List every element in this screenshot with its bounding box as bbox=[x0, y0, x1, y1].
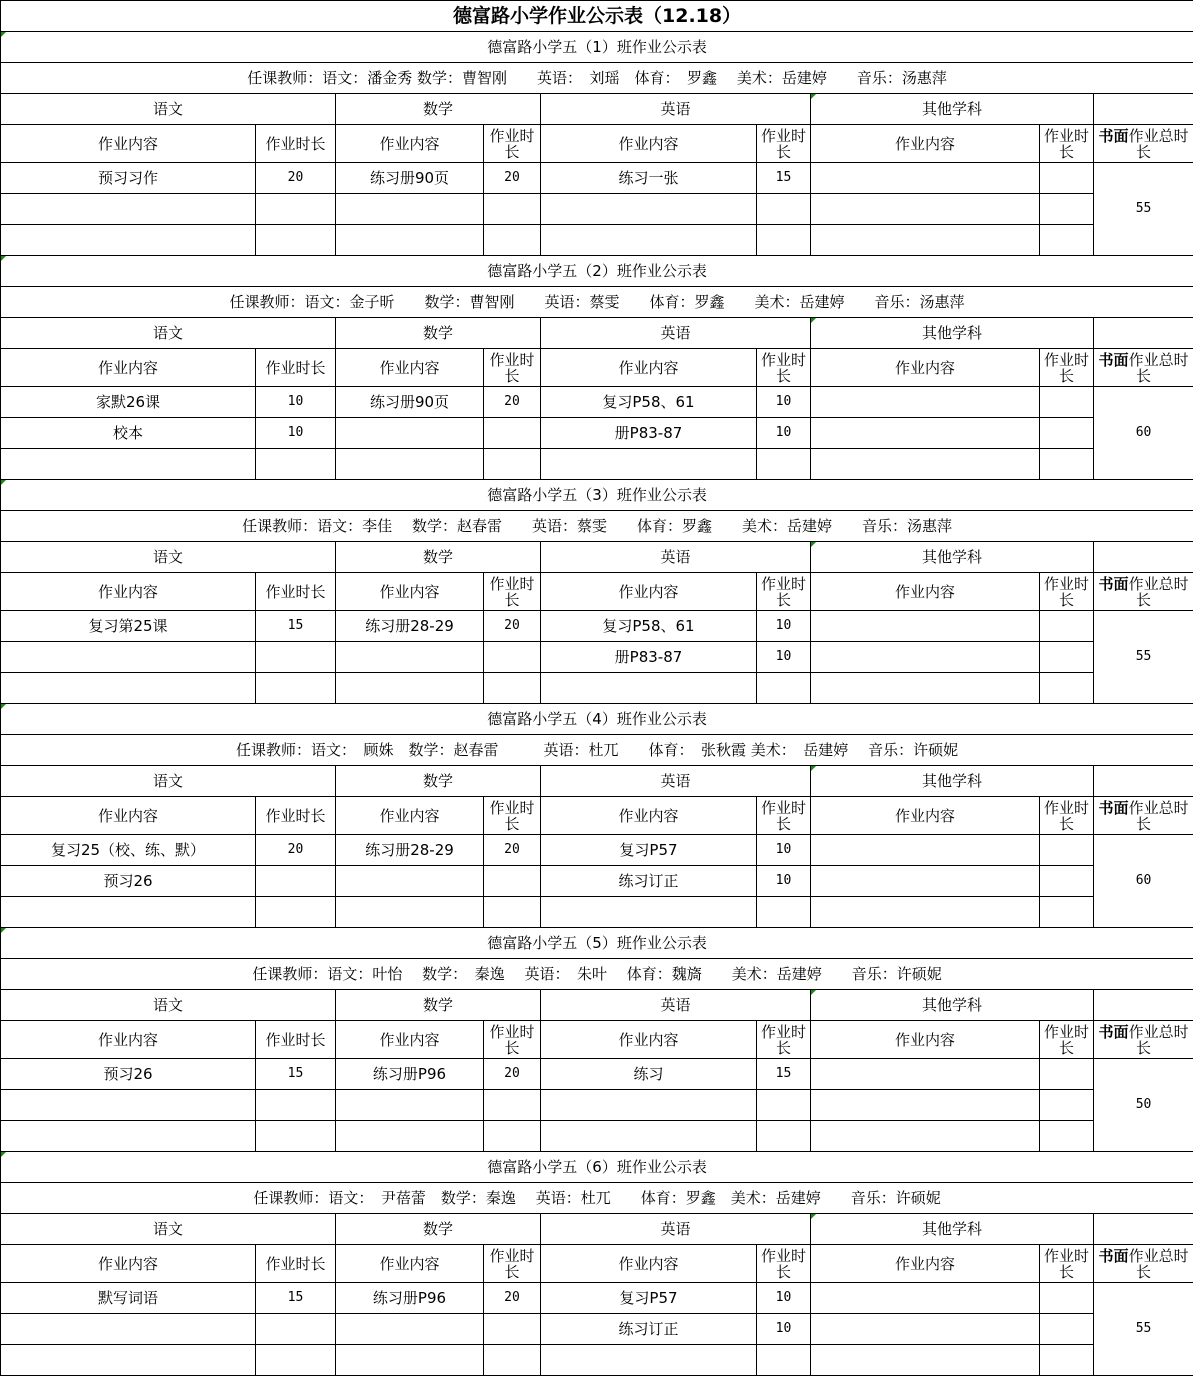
col-math-content: 作业内容 bbox=[336, 797, 484, 835]
subject-math: 数学 bbox=[336, 318, 541, 349]
col-other-duration: 作业时长 bbox=[1040, 125, 1094, 163]
cell-other-content bbox=[811, 642, 1040, 673]
cell-math-duration: 20 bbox=[484, 611, 541, 642]
cell-english-duration bbox=[757, 1345, 811, 1376]
cell-chinese-duration bbox=[256, 1345, 336, 1376]
subject-other: 其他学科 bbox=[811, 542, 1094, 573]
cell-chinese-duration bbox=[256, 642, 336, 673]
subject-math: 数学 bbox=[336, 94, 541, 125]
subject-blank bbox=[1094, 542, 1193, 573]
subject-chinese: 语文 bbox=[1, 990, 336, 1021]
col-chinese-duration: 作业时长 bbox=[256, 349, 336, 387]
total-label-rest: 作业总时长 bbox=[1128, 798, 1189, 833]
col-other-content: 作业内容 bbox=[811, 573, 1040, 611]
col-english-duration: 作业时长 bbox=[757, 1021, 811, 1059]
cell-other-content bbox=[811, 163, 1040, 194]
col-english-duration: 作业时长 bbox=[757, 797, 811, 835]
cell-english-content: 复习P57 bbox=[541, 1283, 757, 1314]
cell-math-duration bbox=[484, 449, 541, 480]
col-other-duration: 作业时长 bbox=[1040, 797, 1094, 835]
subject-other: 其他学科 bbox=[811, 766, 1094, 797]
cell-other-duration bbox=[1040, 449, 1094, 480]
class-title: 德富路小学五（4）班作业公示表 bbox=[1, 704, 1193, 735]
col-chinese-duration: 作业时长 bbox=[256, 1245, 336, 1283]
subject-english: 英语 bbox=[541, 318, 811, 349]
col-other-duration: 作业时长 bbox=[1040, 1021, 1094, 1059]
cell-other-duration bbox=[1040, 1059, 1094, 1090]
cell-english-duration bbox=[757, 194, 811, 225]
subject-chinese: 语文 bbox=[1, 94, 336, 125]
cell-other-content bbox=[811, 673, 1040, 704]
subject-math: 数学 bbox=[336, 1214, 541, 1245]
col-math-duration: 作业时长 bbox=[484, 1245, 541, 1283]
teacher-list: 任课教师：语文： 顾姝 数学：赵春雷 英语：杜兀 体育： 张秋霞 美术： 岳建婷 音乐：许硕妮 bbox=[1, 735, 1193, 766]
cell-math-content: 练习册28-29 bbox=[336, 835, 484, 866]
col-total-duration bbox=[1094, 797, 1193, 835]
subject-blank bbox=[1094, 94, 1193, 125]
cell-math-content bbox=[336, 866, 484, 897]
col-english-content: 作业内容 bbox=[541, 349, 757, 387]
total-duration-value: 55 bbox=[1094, 611, 1193, 704]
cell-math-content bbox=[336, 449, 484, 480]
cell-math-content bbox=[336, 1090, 484, 1121]
cell-chinese-duration bbox=[256, 194, 336, 225]
cell-english-duration: 10 bbox=[757, 611, 811, 642]
cell-chinese-content: 预习26 bbox=[1, 1059, 256, 1090]
col-chinese-duration: 作业时长 bbox=[256, 1021, 336, 1059]
cell-other-duration bbox=[1040, 1121, 1094, 1152]
cell-other-duration bbox=[1040, 418, 1094, 449]
col-chinese-content: 作业内容 bbox=[1, 1021, 256, 1059]
col-chinese-content: 作业内容 bbox=[1, 1245, 256, 1283]
cell-chinese-duration: 15 bbox=[256, 1059, 336, 1090]
cell-math-content bbox=[336, 418, 484, 449]
cell-english-content bbox=[541, 1345, 757, 1376]
cell-chinese-duration: 15 bbox=[256, 611, 336, 642]
cell-other-content bbox=[811, 1314, 1040, 1345]
col-other-content: 作业内容 bbox=[811, 349, 1040, 387]
cell-math-duration: 20 bbox=[484, 163, 541, 194]
cell-chinese-duration bbox=[256, 1314, 336, 1345]
cell-english-content: 练习订正 bbox=[541, 866, 757, 897]
col-total-duration bbox=[1094, 349, 1193, 387]
subject-english: 英语 bbox=[541, 990, 811, 1021]
total-label-rest: 作业总时长 bbox=[1128, 126, 1189, 161]
subject-other: 其他学科 bbox=[811, 990, 1094, 1021]
subject-chinese: 语文 bbox=[1, 318, 336, 349]
cell-other-duration bbox=[1040, 1090, 1094, 1121]
cell-english-duration bbox=[757, 449, 811, 480]
cell-chinese-content bbox=[1, 449, 256, 480]
cell-math-duration bbox=[484, 1090, 541, 1121]
cell-chinese-duration: 20 bbox=[256, 835, 336, 866]
cell-chinese-duration bbox=[256, 1090, 336, 1121]
cell-math-content bbox=[336, 1121, 484, 1152]
cell-chinese-duration bbox=[256, 225, 336, 256]
col-chinese-content: 作业内容 bbox=[1, 349, 256, 387]
cell-english-duration: 10 bbox=[757, 866, 811, 897]
cell-chinese-content bbox=[1, 1090, 256, 1121]
subject-english: 英语 bbox=[541, 1214, 811, 1245]
cell-other-content bbox=[811, 1345, 1040, 1376]
cell-chinese-content bbox=[1, 225, 256, 256]
col-english-content: 作业内容 bbox=[541, 573, 757, 611]
cell-math-content bbox=[336, 194, 484, 225]
cell-english-content: 册P83-87 bbox=[541, 642, 757, 673]
cell-english-duration bbox=[757, 673, 811, 704]
cell-english-content bbox=[541, 897, 757, 928]
cell-math-content bbox=[336, 897, 484, 928]
col-other-duration: 作业时长 bbox=[1040, 349, 1094, 387]
cell-english-content bbox=[541, 449, 757, 480]
total-label-rest: 作业总时长 bbox=[1128, 1246, 1189, 1281]
cell-english-content: 复习P57 bbox=[541, 835, 757, 866]
col-total-duration bbox=[1094, 125, 1193, 163]
cell-english-duration bbox=[757, 1121, 811, 1152]
col-math-content: 作业内容 bbox=[336, 125, 484, 163]
cell-math-duration bbox=[484, 897, 541, 928]
cell-math-content bbox=[336, 642, 484, 673]
cell-english-content bbox=[541, 1121, 757, 1152]
cell-chinese-content: 校本 bbox=[1, 418, 256, 449]
cell-english-content: 练习订正 bbox=[541, 1314, 757, 1345]
class-title: 德富路小学五（6）班作业公示表 bbox=[1, 1152, 1193, 1183]
col-math-duration: 作业时长 bbox=[484, 573, 541, 611]
cell-math-duration bbox=[484, 1345, 541, 1376]
subject-blank bbox=[1094, 766, 1193, 797]
cell-english-content bbox=[541, 194, 757, 225]
col-total-duration bbox=[1094, 1245, 1193, 1283]
subject-english: 英语 bbox=[541, 766, 811, 797]
col-math-duration: 作业时长 bbox=[484, 349, 541, 387]
cell-english-duration: 10 bbox=[757, 1283, 811, 1314]
col-chinese-duration: 作业时长 bbox=[256, 125, 336, 163]
cell-math-content: 练习册90页 bbox=[336, 387, 484, 418]
cell-other-duration bbox=[1040, 387, 1094, 418]
cell-other-content bbox=[811, 611, 1040, 642]
teacher-list: 任课教师：语文：叶怡 数学： 秦逸 英语： 朱叶 体育：魏旖 美术：岳建婷 音乐：许硕妮 bbox=[1, 959, 1193, 990]
cell-other-content bbox=[811, 1283, 1040, 1314]
col-english-duration: 作业时长 bbox=[757, 1245, 811, 1283]
cell-english-duration: 10 bbox=[757, 1314, 811, 1345]
cell-other-content bbox=[811, 1059, 1040, 1090]
cell-math-duration: 20 bbox=[484, 387, 541, 418]
col-other-content: 作业内容 bbox=[811, 125, 1040, 163]
cell-chinese-content: 预习习作 bbox=[1, 163, 256, 194]
cell-other-duration bbox=[1040, 194, 1094, 225]
cell-math-content: 练习册P96 bbox=[336, 1059, 484, 1090]
cell-english-duration bbox=[757, 897, 811, 928]
col-other-duration: 作业时长 bbox=[1040, 573, 1094, 611]
cell-english-duration: 10 bbox=[757, 387, 811, 418]
cell-other-duration bbox=[1040, 897, 1094, 928]
cell-other-duration bbox=[1040, 866, 1094, 897]
cell-other-duration bbox=[1040, 1314, 1094, 1345]
total-duration-value: 50 bbox=[1094, 1059, 1193, 1152]
cell-other-duration bbox=[1040, 163, 1094, 194]
cell-other-duration bbox=[1040, 1283, 1094, 1314]
col-other-content: 作业内容 bbox=[811, 1021, 1040, 1059]
subject-math: 数学 bbox=[336, 990, 541, 1021]
col-chinese-duration: 作业时长 bbox=[256, 797, 336, 835]
cell-chinese-content bbox=[1, 897, 256, 928]
cell-other-duration bbox=[1040, 225, 1094, 256]
col-math-duration: 作业时长 bbox=[484, 1021, 541, 1059]
cell-chinese-content: 家默26课 bbox=[1, 387, 256, 418]
cell-math-duration bbox=[484, 866, 541, 897]
cell-chinese-duration: 10 bbox=[256, 387, 336, 418]
cell-english-content bbox=[541, 673, 757, 704]
subject-blank bbox=[1094, 990, 1193, 1021]
cell-chinese-content: 复习25（校、练、默） bbox=[1, 835, 256, 866]
col-math-duration: 作业时长 bbox=[484, 797, 541, 835]
cell-english-duration bbox=[757, 1090, 811, 1121]
cell-math-content bbox=[336, 673, 484, 704]
cell-english-duration: 10 bbox=[757, 418, 811, 449]
cell-other-content bbox=[811, 835, 1040, 866]
cell-chinese-content: 复习第25课 bbox=[1, 611, 256, 642]
total-label-bold: 书面 bbox=[1098, 1022, 1129, 1041]
subject-other: 其他学科 bbox=[811, 1214, 1094, 1245]
col-english-content: 作业内容 bbox=[541, 797, 757, 835]
col-english-content: 作业内容 bbox=[541, 125, 757, 163]
class-title: 德富路小学五（2）班作业公示表 bbox=[1, 256, 1193, 287]
cell-chinese-duration: 10 bbox=[256, 418, 336, 449]
subject-blank bbox=[1094, 318, 1193, 349]
cell-math-duration bbox=[484, 642, 541, 673]
cell-math-content bbox=[336, 225, 484, 256]
col-english-content: 作业内容 bbox=[541, 1245, 757, 1283]
col-other-content: 作业内容 bbox=[811, 1245, 1040, 1283]
cell-english-content: 练习 bbox=[541, 1059, 757, 1090]
col-total-duration bbox=[1094, 1021, 1193, 1059]
cell-other-content bbox=[811, 387, 1040, 418]
cell-chinese-content: 预习26 bbox=[1, 866, 256, 897]
cell-math-duration bbox=[484, 194, 541, 225]
cell-math-duration bbox=[484, 673, 541, 704]
cell-chinese-duration: 15 bbox=[256, 1283, 336, 1314]
cell-math-content: 练习册90页 bbox=[336, 163, 484, 194]
subject-other: 其他学科 bbox=[811, 94, 1094, 125]
total-label-rest: 作业总时长 bbox=[1128, 1022, 1189, 1057]
col-other-content: 作业内容 bbox=[811, 797, 1040, 835]
subject-other: 其他学科 bbox=[811, 318, 1094, 349]
subject-english: 英语 bbox=[541, 542, 811, 573]
total-duration-value: 60 bbox=[1094, 835, 1193, 928]
cell-other-content bbox=[811, 449, 1040, 480]
col-chinese-duration: 作业时长 bbox=[256, 573, 336, 611]
total-label-bold: 书面 bbox=[1098, 798, 1129, 817]
cell-other-content bbox=[811, 1090, 1040, 1121]
col-chinese-content: 作业内容 bbox=[1, 125, 256, 163]
total-label-bold: 书面 bbox=[1098, 574, 1129, 593]
cell-math-content bbox=[336, 1345, 484, 1376]
col-chinese-content: 作业内容 bbox=[1, 573, 256, 611]
total-label-bold: 书面 bbox=[1098, 1246, 1129, 1265]
cell-other-content bbox=[811, 194, 1040, 225]
page-title: 德富路小学作业公示表（12.18） bbox=[1, 1, 1193, 32]
col-math-duration: 作业时长 bbox=[484, 125, 541, 163]
cell-english-content: 复习P58、61 bbox=[541, 611, 757, 642]
cell-chinese-content bbox=[1, 642, 256, 673]
class-title: 德富路小学五（3）班作业公示表 bbox=[1, 480, 1193, 511]
cell-chinese-duration bbox=[256, 897, 336, 928]
cell-other-duration bbox=[1040, 835, 1094, 866]
col-english-content: 作业内容 bbox=[541, 1021, 757, 1059]
col-english-duration: 作业时长 bbox=[757, 125, 811, 163]
cell-english-content bbox=[541, 225, 757, 256]
cell-chinese-duration bbox=[256, 866, 336, 897]
cell-english-duration: 10 bbox=[757, 835, 811, 866]
cell-other-content bbox=[811, 897, 1040, 928]
cell-math-duration: 20 bbox=[484, 1283, 541, 1314]
cell-chinese-duration: 20 bbox=[256, 163, 336, 194]
col-english-duration: 作业时长 bbox=[757, 573, 811, 611]
cell-other-duration bbox=[1040, 611, 1094, 642]
cell-chinese-content bbox=[1, 1345, 256, 1376]
col-math-content: 作业内容 bbox=[336, 1021, 484, 1059]
cell-chinese-duration bbox=[256, 673, 336, 704]
cell-english-duration: 10 bbox=[757, 642, 811, 673]
cell-math-duration bbox=[484, 418, 541, 449]
cell-other-content bbox=[811, 1121, 1040, 1152]
cell-other-content bbox=[811, 418, 1040, 449]
cell-math-duration: 20 bbox=[484, 835, 541, 866]
subject-chinese: 语文 bbox=[1, 542, 336, 573]
col-english-duration: 作业时长 bbox=[757, 349, 811, 387]
cell-english-content: 复习P58、61 bbox=[541, 387, 757, 418]
col-other-duration: 作业时长 bbox=[1040, 1245, 1094, 1283]
total-duration-value: 55 bbox=[1094, 163, 1193, 256]
subject-blank bbox=[1094, 1214, 1193, 1245]
cell-english-duration: 15 bbox=[757, 1059, 811, 1090]
class-title: 德富路小学五（5）班作业公示表 bbox=[1, 928, 1193, 959]
cell-other-duration bbox=[1040, 673, 1094, 704]
cell-chinese-content: 默写词语 bbox=[1, 1283, 256, 1314]
teacher-list: 任课教师：语文：潘金秀 数学：曹智刚 英语： 刘瑶 体育： 罗鑫 美术：岳建婷 音乐：汤惠萍 bbox=[1, 63, 1193, 94]
cell-other-duration bbox=[1040, 1345, 1094, 1376]
subject-chinese: 语文 bbox=[1, 766, 336, 797]
teacher-list: 任课教师：语文：李佳 数学：赵春雷 英语：蔡雯 体育：罗鑫 美术：岳建婷 音乐：汤惠萍 bbox=[1, 511, 1193, 542]
cell-math-duration bbox=[484, 1314, 541, 1345]
col-math-content: 作业内容 bbox=[336, 349, 484, 387]
total-duration-value: 60 bbox=[1094, 387, 1193, 480]
cell-chinese-duration bbox=[256, 1121, 336, 1152]
total-label-rest: 作业总时长 bbox=[1128, 350, 1189, 385]
cell-math-duration bbox=[484, 1121, 541, 1152]
col-chinese-content: 作业内容 bbox=[1, 797, 256, 835]
cell-math-content: 练习册28-29 bbox=[336, 611, 484, 642]
cell-english-content: 册P83-87 bbox=[541, 418, 757, 449]
cell-chinese-content bbox=[1, 1314, 256, 1345]
cell-other-content bbox=[811, 866, 1040, 897]
subject-math: 数学 bbox=[336, 542, 541, 573]
col-math-content: 作业内容 bbox=[336, 573, 484, 611]
cell-math-duration: 20 bbox=[484, 1059, 541, 1090]
cell-chinese-content bbox=[1, 194, 256, 225]
total-label-bold: 书面 bbox=[1098, 350, 1129, 369]
cell-math-content bbox=[336, 1314, 484, 1345]
cell-english-content bbox=[541, 1090, 757, 1121]
total-label-bold: 书面 bbox=[1098, 126, 1129, 145]
subject-chinese: 语文 bbox=[1, 1214, 336, 1245]
col-math-content: 作业内容 bbox=[336, 1245, 484, 1283]
cell-other-duration bbox=[1040, 642, 1094, 673]
total-label-rest: 作业总时长 bbox=[1128, 574, 1189, 609]
teacher-list: 任课教师：语文：金子昕 数学：曹智刚 英语：蔡雯 体育：罗鑫 美术：岳建婷 音乐：汤惠萍 bbox=[1, 287, 1193, 318]
teacher-list: 任课教师：语文： 尹蓓蕾 数学：秦逸 英语：杜兀 体育：罗鑫 美术：岳建婷 音乐：许硕妮 bbox=[1, 1183, 1193, 1214]
cell-chinese-content bbox=[1, 1121, 256, 1152]
subject-math: 数学 bbox=[336, 766, 541, 797]
subject-english: 英语 bbox=[541, 94, 811, 125]
class-title: 德富路小学五（1）班作业公示表 bbox=[1, 32, 1193, 63]
total-duration-value: 55 bbox=[1094, 1283, 1193, 1376]
cell-english-duration bbox=[757, 225, 811, 256]
cell-english-content: 练习一张 bbox=[541, 163, 757, 194]
col-total-duration bbox=[1094, 573, 1193, 611]
cell-chinese-content bbox=[1, 673, 256, 704]
cell-other-content bbox=[811, 225, 1040, 256]
cell-chinese-duration bbox=[256, 449, 336, 480]
cell-math-duration bbox=[484, 225, 541, 256]
cell-math-content: 练习册P96 bbox=[336, 1283, 484, 1314]
cell-english-duration: 15 bbox=[757, 163, 811, 194]
